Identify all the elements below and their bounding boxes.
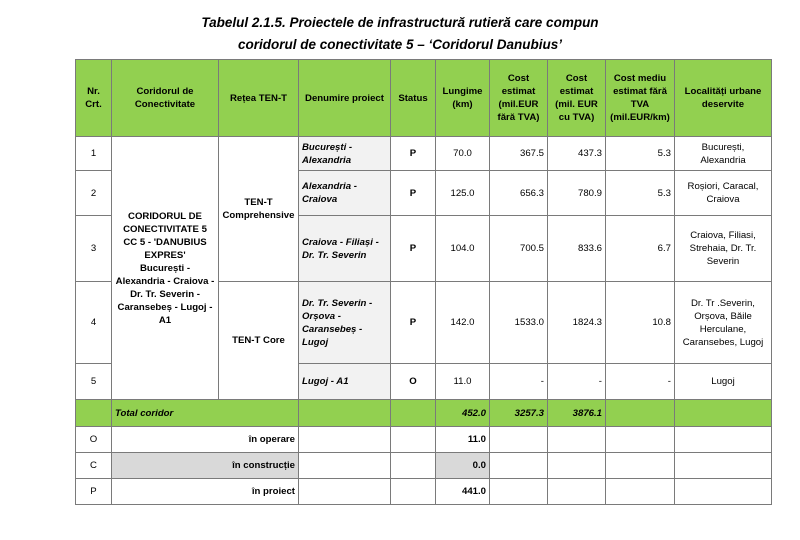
corridor-line-1: CORIDORUL DE CONECTIVITATE 5	[123, 210, 207, 235]
project-name: Craiova - Filiași - Dr. Tr. Severin	[299, 216, 391, 282]
project-cost-km: 5.3	[606, 137, 675, 171]
project-status: P	[391, 171, 436, 216]
project-cost-no-vat: 700.5	[490, 216, 548, 282]
project-towns: Lugoj	[675, 364, 772, 400]
summary-blank	[548, 453, 606, 479]
summary-blank	[391, 479, 436, 505]
project-towns: Craiova, Filiasi, Strehaia, Dr. Tr. Severin	[675, 216, 772, 282]
summary-label: în operare	[112, 427, 299, 453]
summary-row	[76, 453, 772, 479]
network-core: TEN-T Core	[219, 282, 299, 400]
summary-blank	[606, 479, 675, 505]
corridor-line-2: CC 5 - 'DANUBIUS EXPRES'	[123, 236, 207, 261]
project-towns: Roșiori, Caracal, Craiova	[675, 171, 772, 216]
total-cost-no-vat: 3257.3	[490, 400, 548, 427]
project-length: 125.0	[436, 171, 490, 216]
row-nr: 5	[76, 364, 112, 400]
project-name: Alexandria - Craiova	[299, 171, 391, 216]
project-length: 142.0	[436, 282, 490, 364]
header-cost-mediu: Cost mediu estimat fără TVA (mil.EUR/km)	[606, 60, 675, 137]
total-cost-vat: 3876.1	[548, 400, 606, 427]
project-status: O	[391, 364, 436, 400]
summary-row	[76, 479, 772, 505]
summary-blank	[548, 427, 606, 453]
corridor-cell	[112, 137, 219, 400]
row-nr: 2	[76, 171, 112, 216]
summary-label: în proiect	[112, 479, 299, 505]
header-localitati: Localități urbane deservite	[675, 60, 772, 137]
total-blank	[675, 400, 772, 427]
project-length: 104.0	[436, 216, 490, 282]
summary-blank	[299, 453, 391, 479]
summary-blank	[675, 479, 772, 505]
project-status: P	[391, 282, 436, 364]
total-blank	[391, 400, 436, 427]
header-row	[76, 60, 772, 137]
header-cost-cu-tva: Cost estimat (mil. EUR cu TVA)	[548, 60, 606, 137]
row-nr: 4	[76, 282, 112, 364]
project-cost-no-vat: 367.5	[490, 137, 548, 171]
summary-blank	[391, 453, 436, 479]
summary-value: 11.0	[436, 427, 490, 453]
corridor-line-3: București - Alexandria - Craiova - Dr. Tr. Severin - Caransebeș - Lugoj - A1	[115, 262, 215, 326]
summary-blank	[606, 453, 675, 479]
summary-blank	[548, 479, 606, 505]
project-cost-no-vat: 656.3	[490, 171, 548, 216]
project-status: P	[391, 216, 436, 282]
row-nr: 1	[76, 137, 112, 171]
summary-blank	[675, 427, 772, 453]
header-nr: Nr. Crt.	[76, 60, 112, 137]
project-cost-no-vat: 1533.0	[490, 282, 548, 364]
project-name: Lugoj - A1	[299, 364, 391, 400]
project-cost-no-vat: -	[490, 364, 548, 400]
header-denumire: Denumire proiect	[299, 60, 391, 137]
total-row	[76, 400, 772, 427]
total-blank	[76, 400, 112, 427]
summary-value: 0.0	[436, 453, 490, 479]
summary-blank	[299, 427, 391, 453]
project-status: P	[391, 137, 436, 171]
project-cost-vat: 1824.3	[548, 282, 606, 364]
project-cost-km: -	[606, 364, 675, 400]
projects-table	[75, 59, 772, 505]
summary-value: 441.0	[436, 479, 490, 505]
total-length: 452.0	[436, 400, 490, 427]
summary-blank	[606, 427, 675, 453]
table-title-line-2: coridorul de conectivitate 5 – ‘Coridorul Danubius’	[237, 37, 563, 52]
network-comprehensive: TEN-T Comprehensive	[219, 137, 299, 282]
project-cost-vat: 833.6	[548, 216, 606, 282]
project-cost-km: 10.8	[606, 282, 675, 364]
summary-blank	[391, 427, 436, 453]
summary-code: C	[76, 453, 112, 479]
summary-blank	[675, 453, 772, 479]
header-coridor: Coridorul de Conectivitate	[112, 60, 219, 137]
project-cost-km: 5.3	[606, 171, 675, 216]
project-name: București - Alexandria	[299, 137, 391, 171]
project-length: 11.0	[436, 364, 490, 400]
summary-row	[76, 427, 772, 453]
header-retea: Rețea TEN-T	[219, 60, 299, 137]
summary-label: în construcție	[112, 453, 299, 479]
table-row	[76, 137, 772, 171]
summary-blank	[299, 479, 391, 505]
project-cost-vat: 437.3	[548, 137, 606, 171]
summary-code: P	[76, 479, 112, 505]
summary-blank	[490, 453, 548, 479]
header-lungime: Lungime (km)	[436, 60, 490, 137]
header-cost-fara-tva: Cost estimat (mil.EUR fără TVA)	[490, 60, 548, 137]
project-length: 70.0	[436, 137, 490, 171]
project-towns: Dr. Tr .Severin, Orșova, Băile Herculane, Caransebes, Lugoj	[675, 282, 772, 364]
total-blank	[299, 400, 391, 427]
summary-blank	[490, 479, 548, 505]
project-towns: București, Alexandria	[675, 137, 772, 171]
total-blank	[606, 400, 675, 427]
table-title-line-1: Tabelul 2.1.5. Proiectele de infrastructură rutieră care compun	[201, 15, 599, 30]
header-status: Status	[391, 60, 436, 137]
project-cost-km: 6.7	[606, 216, 675, 282]
row-nr: 3	[76, 216, 112, 282]
project-cost-vat: -	[548, 364, 606, 400]
total-label: Total coridor	[112, 400, 299, 427]
project-name: Dr. Tr. Severin - Orșova - Caransebeș - Lugoj	[299, 282, 391, 364]
summary-code: O	[76, 427, 112, 453]
project-cost-vat: 780.9	[548, 171, 606, 216]
summary-blank	[490, 427, 548, 453]
